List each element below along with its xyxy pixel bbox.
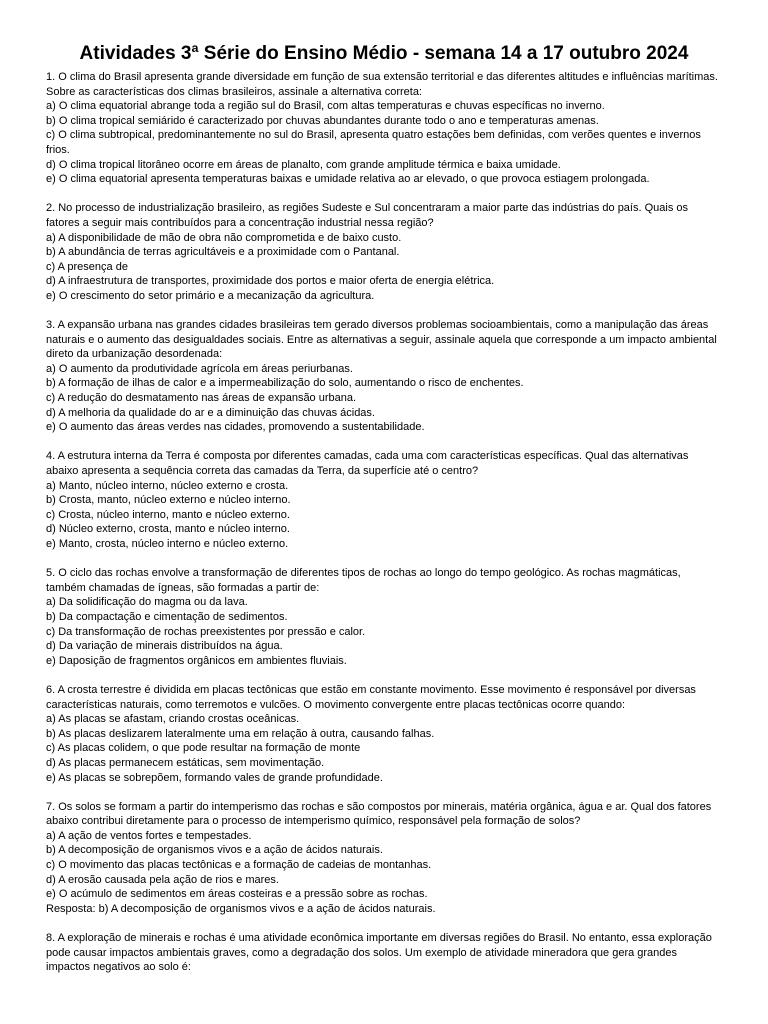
answer-option: a) O aumento da produtividade agrícola em áreas periurbanas.: [46, 362, 353, 375]
answer-option: d) Da variação de minerais distribuídos na água.: [46, 640, 283, 653]
answer-option: c) As placas colidem, o que pode resultar na formação de monte: [46, 742, 361, 755]
answer-option: e) Daposição de fragmentos orgânicos em ambientes fluviais.: [46, 654, 347, 667]
answer-option: d) Núcleo externo, crosta, manto e núcleo interno.: [46, 523, 290, 536]
page-title: Atividades 3ª Série do Ensino Médio - semana 14 a 17 outubro 2024: [79, 43, 689, 64]
question-6: [46, 683, 722, 785]
answer-option: b) A formação de ilhas de calor e a impermeabilização do solo, aumentando o risco de enchentes.: [46, 377, 524, 390]
question-5: [46, 566, 722, 668]
answer-option: c) O clima subtropical, predominantemente no sul do Brasil, apresenta quatro estações bem definidas, com verões quentes e invernos frios.: [46, 129, 701, 156]
answer-option: c) O movimento das placas tectônicas e a formação de cadeias de montanhas.: [46, 859, 432, 872]
answer-option: e) O aumento das áreas verdes nas cidades, promovendo a sustentabilidade.: [46, 421, 425, 434]
question-8: [46, 931, 722, 975]
answer-option: a) O clima equatorial abrange toda a região sul do Brasil, com altas temperaturas e chuvas específicas no inverno.: [46, 100, 605, 113]
question-1: [46, 70, 722, 187]
answer-option: e) O acúmulo de sedimentos em áreas costeiras e a pressão sobre as rochas.: [46, 888, 428, 901]
answer-option: b) Da compactação e cimentação de sedimentos.: [46, 610, 288, 623]
question-stem: 3. A expansão urbana nas grandes cidades brasileiras tem gerado diversos problemas socioambientais, como a manipulação das áreas naturais e o aumento das desigualdades sociais. Entre as alternativas a seguir, assinale aquela que corresponde a um impacto ambiental direto da urbanização desordenada:: [46, 319, 717, 361]
answer-option: a) A ação de ventos fortes e tempestades.: [46, 829, 252, 842]
answer-option: a) Da solidificação do magma ou da lava.: [46, 596, 248, 609]
answer-option: b) A abundância de terras agricultáveis e a proximidade com o Pantanal.: [46, 246, 400, 259]
answer-option: e) As placas se sobrepõem, formando vales de grande profundidade.: [46, 771, 383, 784]
question-3: [46, 318, 722, 435]
question-7: [46, 800, 722, 917]
answer-option: d) O clima tropical litorâneo ocorre em áreas de planalto, com grande amplitude térmica e baixa umidade.: [46, 158, 561, 171]
answer-option: Resposta: b) A decomposição de organismos vivos e a ação de ácidos naturais.: [46, 902, 436, 915]
answer-option: c) A presença de: [46, 260, 128, 273]
answer-option: c) A redução do desmatamento nas áreas de expansão urbana.: [46, 392, 357, 405]
question-stem: 1. O clima do Brasil apresenta grande diversidade em função de sua extensão territorial e das diferentes altitudes e influências marítimas. Sobre as características dos climas brasileiros, assinale a alternativa correta:: [46, 71, 718, 98]
answer-option: c) Da transformação de rochas preexistentes por pressão e calor.: [46, 625, 366, 638]
question-2: [46, 201, 722, 303]
question-4: [46, 449, 722, 551]
answer-option: a) Manto, núcleo interno, núcleo externo e crosta.: [46, 479, 289, 492]
answer-option: c) Crosta, núcleo interno, manto e núcleo externo.: [46, 508, 290, 521]
answer-option: b) O clima tropical semiárido é caracterizado por chuvas abundantes durante todo o ano e temperaturas amenas.: [46, 114, 599, 127]
question-stem: 8. A exploração de minerais e rochas é uma atividade econômica importante em diversas regiões do Brasil. No entanto, essa exploração pode causar impactos ambientais graves, como a degradação dos solos. Um exemplo de atividade mineradora que gera grandes impactos negativos ao solo é:: [46, 932, 712, 974]
answer-option: d) A infraestrutura de transportes, proximidade dos portos e maior oferta de energia elétrica.: [46, 275, 495, 288]
answer-option: a) A disponibilidade de mão de obra não comprometida e de baixo custo.: [46, 231, 402, 244]
question-list: [46, 70, 722, 975]
answer-option: e) O crescimento do setor primário e a mecanização da agricultura.: [46, 289, 375, 302]
question-stem: 7. Os solos se formam a partir do intemperismo das rochas e são compostos por minerais, matéria orgânica, água e ar. Qual dos fatores abaixo contribui diretamente para o processo de intemperismo químico, responsável pela formação de solos?: [46, 800, 712, 828]
question-stem: 2. No processo de industrialização brasileiro, as regiões Sudeste e Sul concentraram a maior parte das indústrias do país. Quais os fatores a seguir mais contribuídos para a concentração industrial nessa região?: [46, 202, 689, 229]
question-stem: 5. O ciclo das rochas envolve a transformação de diferentes tipos de rochas ao longo do tempo geológico. As rochas magmáticas, também chamadas de ígneas, são formadas a partir de:: [46, 567, 681, 594]
answer-option: d) A melhoria da qualidade do ar e a diminuição das chuvas ácidas.: [46, 406, 375, 419]
answer-option: b) Crosta, manto, núcleo externo e núcleo interno.: [46, 494, 291, 507]
answer-option: d) As placas permanecem estáticas, sem movimentação.: [46, 756, 325, 769]
answer-option: e) Manto, crosta, núcleo interno e núcleo externo.: [46, 538, 289, 550]
question-stem: 6. A crosta terrestre é dividida em placas tectônicas que estão em constante movimento. Esse movimento é responsável por diversas características naturais, como terremotos e vulcões. O movimento convergente entre placas tectônicas ocorre quando:: [46, 683, 696, 711]
answer-option: e) O clima equatorial apresenta temperaturas baixas e umidade relativa ao ar elevado, o que provoca estiagem prolongada.: [46, 173, 650, 186]
answer-option: b) A decomposição de organismos vivos e a ação de ácidos naturais.: [46, 844, 383, 857]
answer-option: a) As placas se afastam, criando crostas oceânicas.: [46, 713, 300, 726]
question-stem: 4. A estrutura interna da Terra é composta por diferentes camadas, cada uma com características específicas. Qual das alternativas abaixo apresenta a sequência correta das camadas da Terra, da superfície até o centro?: [46, 450, 689, 478]
answer-option: b) As placas deslizarem lateralmente uma em relação à outra, causando falhas.: [46, 727, 435, 740]
answer-option: d) A erosão causada pela ação de rios e mares.: [46, 873, 279, 886]
